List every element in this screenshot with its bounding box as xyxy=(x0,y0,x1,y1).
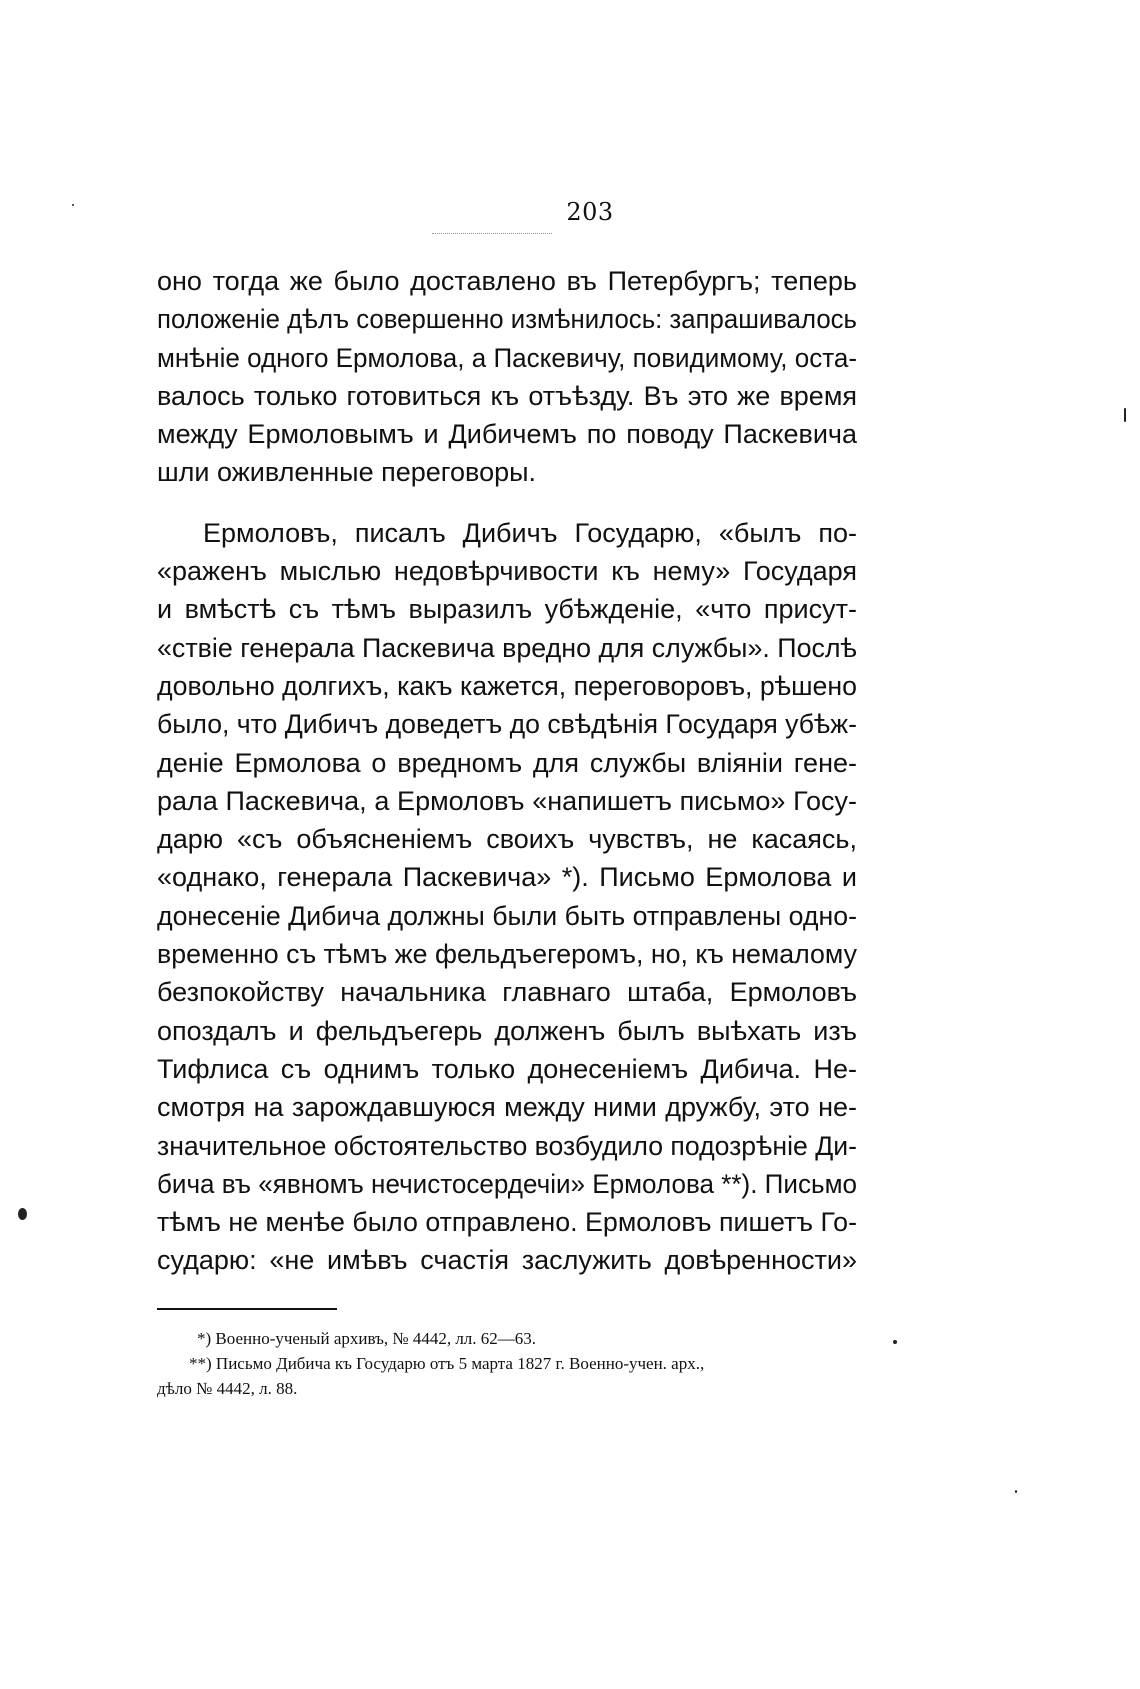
text-line: Тифлиса съ однимъ только донесеніемъ Дибича. Не- xyxy=(157,1053,857,1084)
text-line: «раженъ мыслью недовѣрчивости къ нему» Государя xyxy=(157,556,857,587)
footnote-2: **) Письмо Дибича къ Государю отъ 5 марта 1827 г. Военно-учен. арх., xyxy=(189,1354,705,1373)
text-line: сударю: «не имѣвъ счастія заслужить довѣренности» xyxy=(157,1245,857,1276)
text-line: оно тогда же было доставлено въ Петербургъ; теперь xyxy=(157,266,857,296)
text-line: валось только готовиться къ отъѣзду. Въ это же время xyxy=(157,380,857,411)
paragraph-1 xyxy=(157,262,857,492)
page-number-divider xyxy=(432,233,552,234)
text-line: «однако, генерала Паскевича» *). Письмо Ермолова и xyxy=(157,862,857,893)
footnote-2-continuation: дѣло № 4442, л. 88. xyxy=(157,1379,298,1398)
text-line: между Ермоловымъ и Дибичемъ по поводу Паскевича xyxy=(157,419,857,450)
text-line: дарю «съ объясненіемъ своихъ чувствъ, не касаясь, xyxy=(157,824,857,855)
text-line: донесеніе Дибича должны были быть отправлены одно- xyxy=(157,900,857,931)
text-line: бича въ «явномъ нечистосердечіи» Ермолова **). Письмо xyxy=(157,1168,857,1199)
footnotes xyxy=(157,1326,857,1401)
page-number: 203 xyxy=(566,198,614,226)
text-line: положеніе дѣлъ совершенно измѣнилось: запрашивалось xyxy=(157,304,857,335)
paragraph-2 xyxy=(157,514,857,1280)
scan-speck xyxy=(1124,408,1126,422)
text-line: «ствіе генерала Паскевича вредно для службы». Послѣ xyxy=(157,632,858,663)
footnote-1: *) Военно-ученый архивъ, № 4442, лл. 62—63. xyxy=(197,1329,537,1348)
text-line: смотря на зарождавшуюся между ними дружбу, это не- xyxy=(157,1092,857,1123)
body-text xyxy=(157,262,857,1280)
text-line: временно съ тѣмъ же фельдъегеромъ, но, къ немалому xyxy=(157,939,857,970)
text-line: шли оживленные переговоры. xyxy=(157,457,537,488)
text-line: значительное обстоятельство возбудило подозрѣніе Ди- xyxy=(157,1130,857,1161)
scan-speck xyxy=(18,1208,27,1220)
text-line: опоздалъ и фельдъегерь долженъ былъ выѣхать изъ xyxy=(157,1015,857,1046)
text-line: было, что Дибичъ доведетъ до свѣдѣнія Государя убѣж- xyxy=(157,709,857,740)
text-line: тѣмъ не менѣе было отправлено. Ермоловъ пишетъ Го- xyxy=(157,1207,858,1238)
text-line: и вмѣстѣ съ тѣмъ выразилъ убѣжденіе, «что присут- xyxy=(157,594,857,625)
footnote-divider xyxy=(157,1308,337,1310)
text-line: рала Паскевича, а Ермоловъ «напишетъ письмо» Госу- xyxy=(157,785,857,816)
scan-speck xyxy=(72,204,74,206)
paragraph-gap xyxy=(157,492,857,514)
text-line: довольно долгихъ, какъ кажется, переговоровъ, рѣшено xyxy=(157,670,858,701)
text-line: деніе Ермолова о вредномъ для службы вліяніи гене- xyxy=(157,747,857,778)
scan-speck xyxy=(893,1340,897,1344)
scan-speck xyxy=(1015,1490,1017,1493)
text-line: мнѣніе одного Ермолова, а Паскевичу, повидимому, оста- xyxy=(157,342,857,373)
text-line: безпокойству начальника главнаго штаба, Ермоловъ xyxy=(157,977,857,1008)
text-line: Ермоловъ, писалъ Дибичъ Государю, «былъ по- xyxy=(203,517,857,548)
